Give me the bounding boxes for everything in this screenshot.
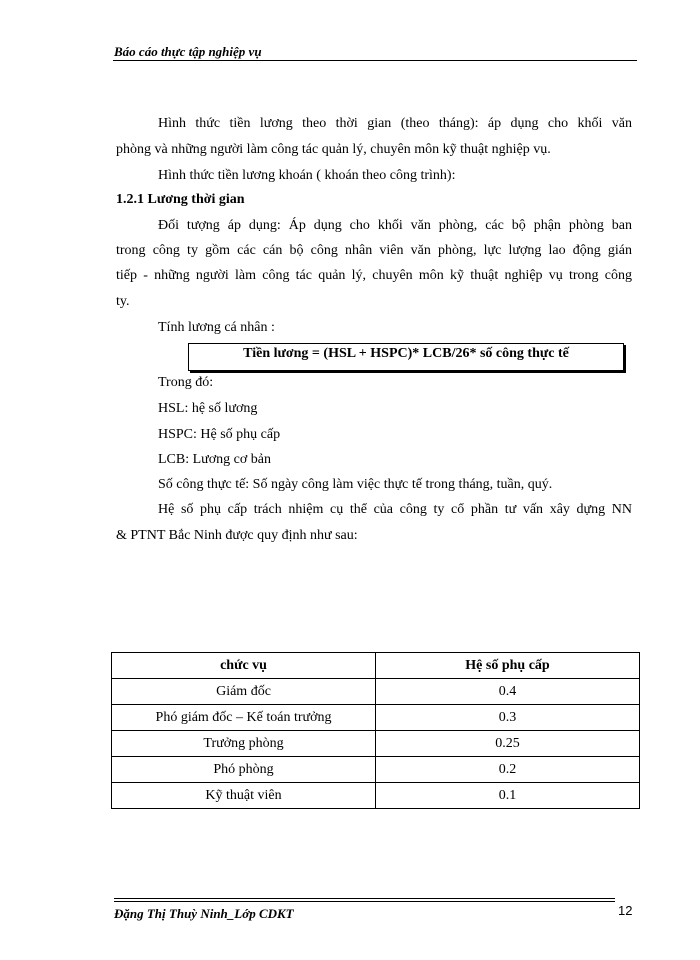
footer-divider <box>114 901 615 902</box>
page-number: 12 <box>618 903 633 918</box>
coefficient-cell: 0.25 <box>376 731 640 757</box>
table-row <box>112 757 640 783</box>
definition-hsl: HSL: hệ số lương <box>158 401 258 416</box>
paragraph-line: Đối tượng áp dụng: Áp dụng cho khối văn phòng, các bộ phận phòng ban <box>158 218 632 233</box>
position-cell: Giám đốc <box>112 679 376 705</box>
definition-hspc: HSPC: Hệ số phụ cấp <box>158 427 281 442</box>
table-header-row <box>112 653 640 679</box>
paragraph-line: trong công ty gồm các cán bộ công nhân viên văn phòng, lực lượng lao động gián <box>116 243 632 258</box>
allowance-table <box>111 652 640 809</box>
table-row <box>112 783 640 809</box>
column-header-coefficient: Hệ số phụ cấp <box>376 653 640 679</box>
table-row <box>112 705 640 731</box>
definition-so-cong: Số công thực tế: Số ngày công làm việc thực tế trong tháng, tuần, quý. <box>158 477 553 492</box>
paragraph-line: Hình thức tiền lương theo thời gian (theo tháng): áp dụng cho khối văn <box>158 116 632 131</box>
paragraph-line: phòng và những người làm công tác quản lý, chuyên môn kỹ thuật nghiệp vụ. <box>116 142 551 157</box>
position-cell: Trưởng phòng <box>112 731 376 757</box>
paragraph-line: Tính lương cá nhân : <box>158 320 275 335</box>
paragraph-line: tiếp - những người làm công tác quản lý, chuyên môn kỹ thuật nghiệp vụ trong công <box>116 268 632 283</box>
table-row <box>112 679 640 705</box>
paragraph-line: Hình thức tiền lương khoán ( khoán theo công trình): <box>158 168 456 183</box>
position-cell: Phó giám đốc – Kế toán trưởng <box>112 705 376 731</box>
footer-divider <box>114 898 615 899</box>
page-header-title: Báo cáo thực tập nghiệp vụ <box>114 44 262 59</box>
definition-lcb: LCB: Lương cơ bản <box>158 452 271 467</box>
table-row <box>112 731 640 757</box>
paragraph-line: ty. <box>116 294 130 309</box>
column-header-position: chức vụ <box>112 653 376 679</box>
position-cell: Phó phòng <box>112 757 376 783</box>
footer-author: Đặng Thị Thuỳ Ninh_Lớp CDKT <box>114 906 294 921</box>
paragraph-line: Hệ số phụ cấp trách nhiệm cụ thể của công ty cổ phần tư vấn xây dựng NN <box>158 502 632 517</box>
coefficient-cell: 0.4 <box>376 679 640 705</box>
section-heading: 1.2.1 Lương thời gian <box>116 192 245 207</box>
definitions-intro: Trong đó: <box>158 375 214 390</box>
header-divider <box>113 60 637 61</box>
position-cell: Kỹ thuật viên <box>112 783 376 809</box>
paragraph-line: & PTNT Bắc Ninh được quy định như sau: <box>116 528 358 543</box>
coefficient-cell: 0.1 <box>376 783 640 809</box>
coefficient-cell: 0.2 <box>376 757 640 783</box>
salary-formula: Tiền lương = (HSL + HSPC)* LCB/26* số công thực tế <box>188 343 624 371</box>
coefficient-cell: 0.3 <box>376 705 640 731</box>
